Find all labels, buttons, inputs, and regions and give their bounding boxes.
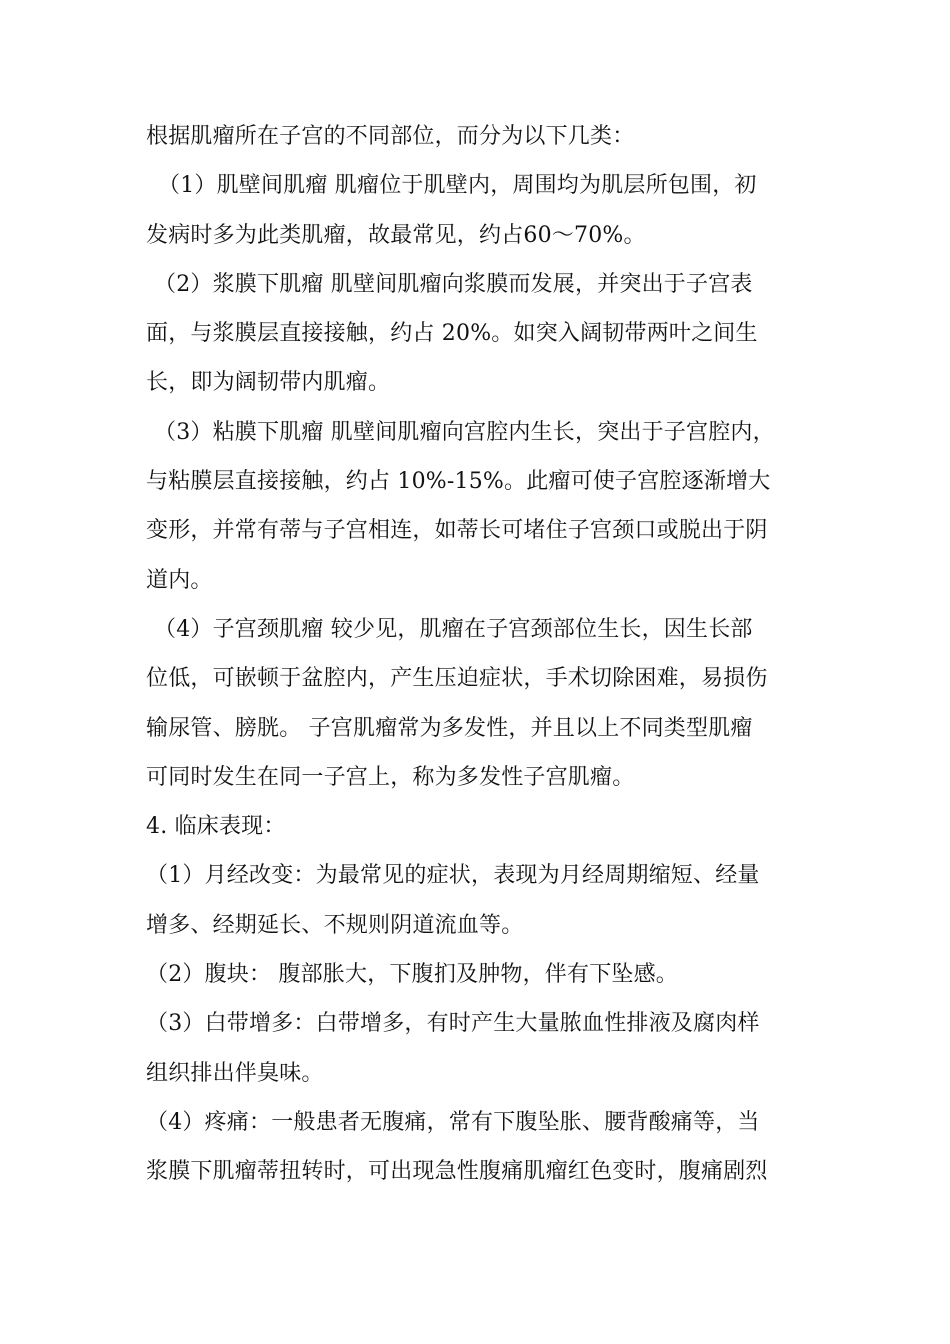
text-line: 长，即为阔韧带内肌瘤。 [146,370,391,396]
text-line: （4）子宫颈肌瘤 较少见，肌瘤在子宫颈部位生长，因生长部 [154,616,753,642]
text-line: 道内。 [146,567,213,593]
text-line: 输尿管、膀胱。 子宫肌瘤常为多发性，并且以上不同类型肌瘤 [146,715,753,741]
text-line: （3）粘膜下肌瘤 肌壁间肌瘤向宫腔内生长，突出于子宫腔内， [154,419,775,445]
text-line: （3）白带增多：白带增多，有时产生大量脓血性排液及腐肉样 [146,1011,760,1037]
text-line: 根据肌瘤所在子宫的不同部位，而分为以下几类： [146,124,635,149]
text-line: （2）腹块： 腹部胀大，下腹扪及肿物，伴有下坠感。 [146,962,678,988]
document-body [146,112,810,1197]
text-line: （1）月经改变：为最常见的症状，表现为月经周期缩短、经量 [146,863,760,889]
text-line: 可同时发生在同一子宫上，称为多发性子宫肌瘤。 [146,764,635,790]
text-line: 面，与浆膜层直接接触，约占 20%。如突入阔韧带两叶之间生 [146,321,758,347]
text-line: （2）浆膜下肌瘤 肌壁间肌瘤向浆膜而发展，并突出于子宫表 [154,271,753,297]
text-line: （4）疼痛：一般患者无腹痛，常有下腹坠胀、腰背酸痛等，当 [146,1109,760,1135]
text-line: （1）肌壁间肌瘤 肌瘤位于肌壁内，周围均为肌层所包围，初 [158,173,757,199]
text-line: 发病时多为此类肌瘤，故最常见，约占60～70%。 [146,222,646,248]
text-line: 位低，可嵌顿于盆腔内，产生压迫症状，手术切除困难，易损伤 [146,666,768,692]
text-line: 浆膜下肌瘤蒂扭转时，可出现急性腹痛肌瘤红色变时，腹痛剧烈 [146,1159,768,1185]
text-line: 增多、经期延长、不规则阴道流血等。 [146,912,524,938]
text-line: 变形，并常有蒂与子宫相连，如蒂长可堵住子宫颈口或脱出于阴 [146,518,768,544]
text-line: 组织排出伴臭味。 [146,1060,324,1086]
text-line: 与粘膜层直接接触，约占 10%-15%。此瘤可使子宫腔逐渐增大 [146,469,771,495]
section-heading: 4. 临床表现： [146,814,286,840]
